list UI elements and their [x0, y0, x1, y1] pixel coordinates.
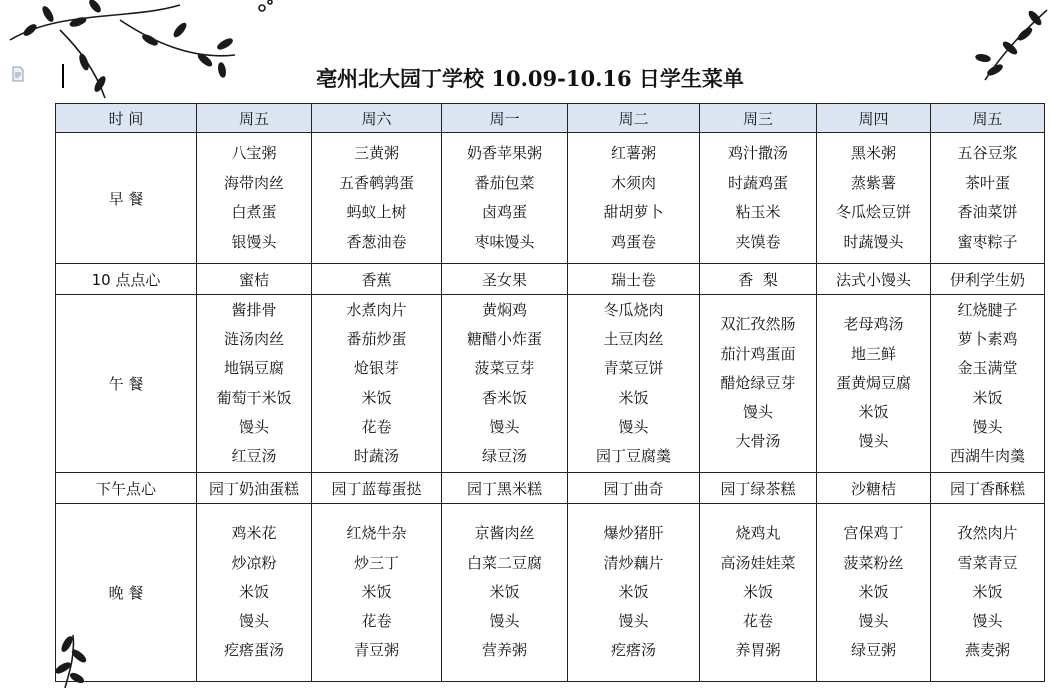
menu-item: 园丁豆腐羹 — [595, 447, 671, 466]
menu-item: 糖醋小炸蛋 — [466, 329, 542, 348]
menu-item: 馒头 — [972, 612, 1003, 631]
menu-cell — [312, 504, 442, 682]
menu-cell: 圣女果 — [442, 264, 568, 295]
menu-cell — [817, 133, 931, 264]
menu-item: 米饭 — [618, 582, 649, 601]
menu-item: 时蔬汤 — [353, 447, 399, 466]
menu-item: 宫保鸡丁 — [843, 524, 904, 543]
menu-item: 馒头 — [618, 612, 649, 631]
menu-item: 金玉满堂 — [957, 359, 1018, 378]
menu-cell — [197, 133, 312, 264]
menu-item: 香米饭 — [481, 388, 527, 407]
menu-item: 京酱肉丝 — [474, 524, 535, 543]
menu-item: 黄焖鸡 — [481, 300, 527, 319]
menu-item: 红烧腱子 — [957, 300, 1018, 319]
menu-item: 米饭 — [238, 582, 269, 601]
row-label-breakfast: 早 餐 — [56, 133, 197, 264]
menu-cell: 园丁奶油蛋糕 — [197, 473, 312, 504]
dinner-row — [56, 504, 1045, 682]
menu-cell — [197, 504, 312, 682]
menu-item: 粘玉米 — [735, 203, 781, 221]
menu-item: 米饭 — [361, 388, 392, 407]
menu-item: 黑米粥 — [850, 144, 896, 162]
menu-item: 西湖牛肉羹 — [949, 447, 1025, 466]
menu-item: 馒头 — [618, 417, 649, 436]
menu-item: 燕麦粥 — [964, 641, 1010, 660]
menu-cell — [197, 295, 312, 473]
menu-item: 高汤娃娃菜 — [720, 553, 796, 572]
header-day: 周六 — [312, 104, 442, 133]
menu-cell — [312, 295, 442, 473]
menu-item: 爆炒猪肝 — [603, 524, 664, 543]
menu-cell — [931, 504, 1045, 682]
menu-item: 木须肉 — [610, 173, 656, 192]
menu-cell — [568, 504, 700, 682]
menu-item: 绿豆粥 — [850, 641, 896, 660]
menu-item: 蒸紫薯 — [850, 173, 896, 192]
menu-item: 红豆汤 — [231, 447, 277, 466]
menu-item: 米饭 — [361, 582, 392, 601]
snack-row — [56, 264, 1045, 295]
menu-item: 米饭 — [858, 403, 889, 422]
menu-item: 红烧牛杂 — [346, 524, 407, 543]
menu-item: 醋炝绿豆芽 — [720, 373, 796, 392]
header-time: 时 间 — [56, 104, 197, 133]
menu-item: 夹馍卷 — [735, 232, 781, 251]
menu-cell — [700, 295, 817, 473]
menu-item: 三黄粥 — [353, 144, 399, 162]
menu-item: 蚂蚁上树 — [346, 203, 407, 221]
menu-cell: 伊利学生奶 — [931, 264, 1045, 295]
menu-item: 花卷 — [361, 612, 392, 631]
menu-item: 番茄包菜 — [474, 173, 535, 192]
menu-item: 馒头 — [238, 417, 269, 436]
menu-item: 馒头 — [858, 612, 889, 631]
menu-item: 老母鸡汤 — [843, 315, 904, 334]
lunch-row — [56, 295, 1045, 473]
menu-cell: 园丁蓝莓蛋挞 — [312, 473, 442, 504]
menu-item: 馒头 — [489, 612, 520, 631]
menu-cell: 香 梨 — [700, 264, 817, 295]
menu-cell — [568, 133, 700, 264]
menu-item: 冬瓜烧肉 — [603, 300, 664, 319]
row-label-afternoon: 下午点心 — [56, 473, 197, 504]
menu-cell — [817, 295, 931, 473]
menu-item: 疙瘩汤 — [610, 641, 656, 660]
menu-item: 青菜豆饼 — [603, 359, 664, 378]
menu-cell: 瑞士卷 — [568, 264, 700, 295]
menu-item: 米饭 — [858, 582, 889, 601]
menu-item: 青豆粥 — [353, 641, 399, 660]
menu-cell — [312, 133, 442, 264]
menu-item: 水煮肉片 — [346, 300, 407, 319]
menu-item: 清炒藕片 — [603, 553, 664, 572]
header-row — [56, 104, 1045, 133]
menu-item: 番茄炒蛋 — [346, 329, 407, 348]
menu-item: 银馒头 — [231, 232, 277, 251]
menu-item: 涟汤肉丝 — [223, 329, 284, 348]
menu-item: 炒三丁 — [353, 553, 399, 572]
menu-item: 蛋黄焗豆腐 — [835, 373, 911, 392]
menu-item: 卤鸡蛋 — [481, 203, 527, 221]
menu-item: 疙瘩蛋汤 — [223, 641, 284, 660]
menu-cell: 园丁绿茶糕 — [700, 473, 817, 504]
menu-item: 花卷 — [742, 612, 773, 631]
menu-item: 营养粥 — [481, 641, 527, 660]
menu-item: 香油菜饼 — [957, 203, 1018, 221]
menu-table — [55, 103, 1045, 682]
header-day: 周五 — [931, 104, 1045, 133]
menu-item: 冬瓜烩豆饼 — [835, 203, 911, 221]
menu-item: 蜜枣粽子 — [957, 232, 1018, 251]
header-day: 周一 — [442, 104, 568, 133]
page-title: 亳州北大园丁学校 10.09-10.16 日学生菜单 — [316, 66, 744, 91]
menu-item: 米饭 — [489, 582, 520, 601]
menu-cell — [931, 133, 1045, 264]
menu-item: 米饭 — [972, 582, 1003, 601]
menu-item: 米饭 — [972, 388, 1003, 407]
menu-item: 酱排骨 — [231, 300, 277, 319]
menu-item: 馒头 — [489, 417, 520, 436]
menu-item: 馒头 — [972, 417, 1003, 436]
menu-cell — [442, 295, 568, 473]
menu-item: 馒头 — [238, 612, 269, 631]
menu-item: 海带肉丝 — [223, 173, 284, 192]
header-day: 周五 — [197, 104, 312, 133]
menu-cell — [700, 504, 817, 682]
menu-item: 枣味馒头 — [474, 232, 535, 251]
menu-item: 八宝粥 — [231, 144, 277, 162]
menu-item: 时蔬鸡蛋 — [727, 173, 788, 192]
menu-item: 菠菜粉丝 — [843, 553, 904, 572]
header-day: 周三 — [700, 104, 817, 133]
menu-item: 地三鲜 — [850, 344, 896, 363]
menu-item: 红薯粥 — [610, 144, 656, 162]
menu-item: 茶叶蛋 — [964, 173, 1010, 192]
menu-item: 鸡汁撒汤 — [727, 144, 788, 162]
menu-item: 白菜二豆腐 — [466, 553, 542, 572]
row-label-snack: 10 点点心 — [56, 264, 197, 295]
menu-item: 孜然肉片 — [957, 524, 1018, 543]
menu-item: 鸡米花 — [231, 524, 277, 543]
menu-item: 土豆肉丝 — [603, 329, 664, 348]
menu-cell: 园丁曲奇 — [568, 473, 700, 504]
row-label-lunch: 午 餐 — [56, 295, 197, 473]
menu-item: 五谷豆浆 — [957, 144, 1018, 162]
menu-item: 烧鸡丸 — [735, 524, 781, 543]
menu-item: 米饭 — [618, 388, 649, 407]
menu-item: 萝卜素鸡 — [957, 329, 1018, 348]
menu-cell: 沙糖桔 — [817, 473, 931, 504]
menu-cell — [442, 504, 568, 682]
row-label-dinner: 晚 餐 — [56, 504, 197, 682]
menu-item: 香葱油卷 — [346, 232, 407, 251]
menu-item: 大骨汤 — [735, 432, 781, 451]
menu-item: 米饭 — [742, 582, 773, 601]
menu-item: 鸡蛋卷 — [610, 232, 656, 251]
menu-cell: 蜜桔 — [197, 264, 312, 295]
menu-cell — [568, 295, 700, 473]
menu-cell: 香蕉 — [312, 264, 442, 295]
menu-cell — [817, 504, 931, 682]
header-day: 周四 — [817, 104, 931, 133]
breakfast-row — [56, 133, 1045, 264]
menu-item: 炒凉粉 — [231, 553, 277, 572]
menu-item: 炝银芽 — [353, 359, 399, 378]
menu-cell: 园丁香酥糕 — [931, 473, 1045, 504]
menu-item: 绿豆汤 — [481, 447, 527, 466]
menu-item: 地锅豆腐 — [223, 359, 284, 378]
menu-item: 奶香苹果粥 — [466, 144, 542, 162]
menu-item: 双汇孜然肠 — [720, 315, 796, 334]
menu-cell: 园丁黑米糕 — [442, 473, 568, 504]
menu-item: 花卷 — [361, 417, 392, 436]
menu-item: 雪菜青豆 — [957, 553, 1018, 572]
menu-item: 甜胡萝卜 — [603, 203, 664, 221]
menu-item: 五香鹌鹑蛋 — [338, 173, 414, 192]
header-day: 周二 — [568, 104, 700, 133]
menu-item: 菠菜豆芽 — [474, 359, 535, 378]
menu-item: 茄汁鸡蛋面 — [720, 344, 796, 363]
menu-cell: 法式小馒头 — [817, 264, 931, 295]
menu-cell — [931, 295, 1045, 473]
afternoon-snack-row — [56, 473, 1045, 504]
menu-item: 养胃粥 — [735, 641, 781, 660]
menu-item: 时蔬馒头 — [843, 232, 904, 251]
menu-item: 白煮蛋 — [231, 203, 277, 221]
menu-cell — [700, 133, 817, 264]
menu-cell — [442, 133, 568, 264]
menu-item: 葡萄干米饭 — [216, 388, 292, 407]
menu-item: 馒头 — [858, 432, 889, 451]
menu-item: 馒头 — [742, 403, 773, 422]
